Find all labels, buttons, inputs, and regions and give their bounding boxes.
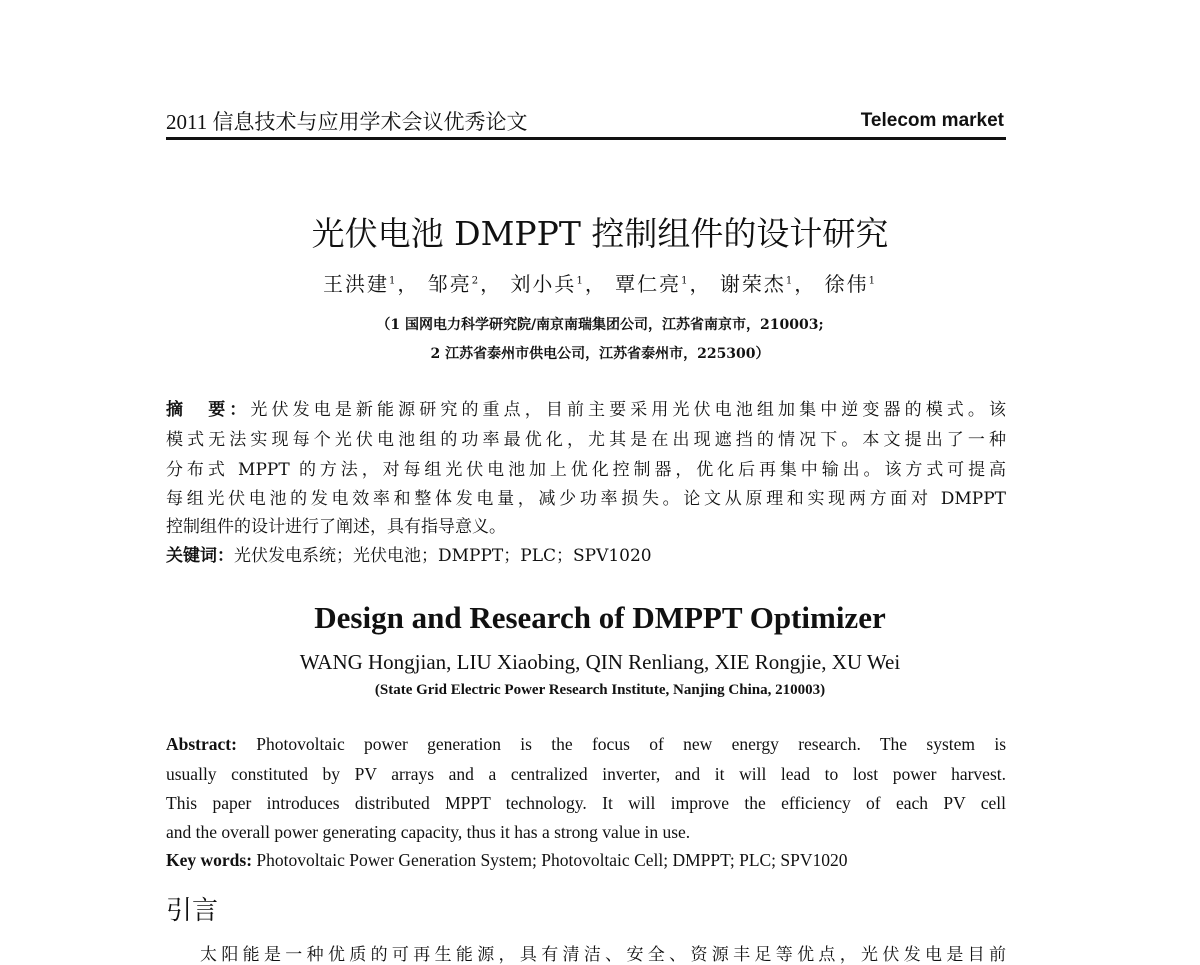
author: 徐伟$^1$ (824, 272, 878, 296)
abstract-cn-line: 摘 要：光伏发电是新能源研究的重点，目前主要采用光伏电池组加集中逆变器的模式。该 (166, 400, 1007, 420)
section-title: 引言 (166, 896, 219, 926)
abstract-en-line: and the overall power generating capacity, thus it has a strong value in use. (166, 822, 691, 842)
author: 谢荣杰$^1$， (719, 272, 817, 296)
abstract-cn-line: 控制组件的设计进行了阐述，具有指导意义。 (166, 517, 506, 537)
author: 刘小兵$^1$， (510, 272, 607, 296)
author: 覃仁亮$^1$， (615, 272, 712, 296)
abstract-cn-label: 摘 要： (166, 400, 251, 420)
abstract-cn-line: 模式无法实现每个光伏电池组的功率最优化，尤其是在出现遮挡的情况下。本文提出了一种 (166, 430, 1006, 450)
affiliation-en: (State Grid Electric Power Research Institute, Nanjing China, 210003) (374, 682, 826, 698)
abstract-cn-line: 每组光伏电池的发电效率和整体发电量，减少功率损失。论文从原理和实现两方面对 DMPPT (166, 489, 1006, 509)
body-text-line: 太阳能是一种优质的可再生能源，具有清洁、安全、资源丰足等优点，光伏发电是目前 (200, 945, 1006, 965)
keywords-en: Key words: Photovoltaic Power Generation System; Photovoltaic Cell; DMPPT; PLC; SPV1020 (166, 850, 848, 870)
title-en: Design and Research of DMPPT Optimizer (314, 600, 886, 635)
abstract-cn-line: 分布式 MPPT 的方法，对每组光伏电池加上优化控制器，优化后再集中输出。该方式可提高 (166, 460, 1006, 480)
author: 邹亮$^2$， (427, 272, 503, 296)
header-rule (166, 137, 1006, 140)
keywords-cn: 关键词：光伏发电系统；光伏电池；DMPPT；PLC；SPV1020 (166, 546, 652, 566)
abstract-en-line: Abstract: Photovoltaic power generation is the focus of new energy research. The system is (166, 734, 1006, 754)
running-header-left: 2011 信息技术与应用学术会议优秀论文 (166, 110, 528, 134)
authors-en: WANG Hongjian, LIU Xiaobing, QIN Renliang, XIE Rongjie, XU Wei (299, 650, 901, 674)
running-header-right: Telecom market (860, 110, 1004, 131)
author: 王洪建$^1$， (322, 272, 420, 296)
abstract-en-line: usually constituted by PV arrays and a centralized inverter, and it will lead to lost power harvest. (166, 764, 1006, 784)
title-cn: 光伏电池 DMPPT 控制组件的设计研究 (311, 214, 889, 253)
abstract-en-label: Abstract: (166, 734, 237, 754)
abstract-en-line: This paper introduces distributed MPPT technology. It will improve the efficiency of each PV cell (166, 793, 1006, 813)
affiliation-cn-2: 2 江苏省泰州市供电公司，江苏省泰州市，225300） (430, 346, 770, 362)
affiliation-cn-1: （1 国网电力科学研究院/南京南瑞集团公司，江苏省南京市，210003; (376, 317, 824, 333)
authors-cn (0, 268, 1200, 297)
